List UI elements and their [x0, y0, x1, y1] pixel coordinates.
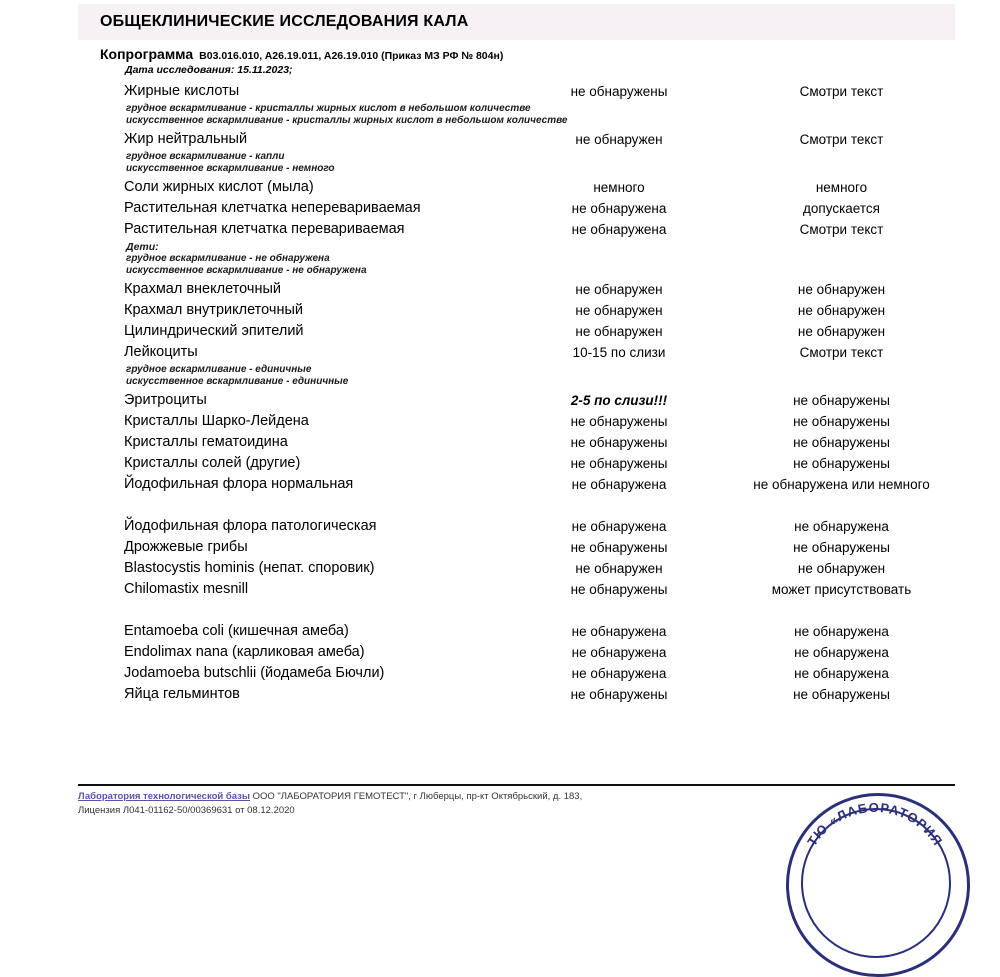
analyte-note-line: искусственное вскармливание - не обнаружена [126, 265, 367, 276]
reference-value: не обнаружен [797, 561, 886, 576]
table-row [124, 537, 934, 558]
analyte-note-line: грудное вскармливание - кристаллы жирных кислот в небольшом количестве [126, 103, 531, 114]
result-value: не обнаружена [571, 201, 667, 216]
result-value: не обнаружены [570, 687, 668, 702]
table-row [124, 684, 934, 705]
reference-value: не обнаружены [793, 540, 890, 555]
table-row [124, 219, 934, 240]
result-value: не обнаружена [571, 477, 667, 492]
result-value: не обнаружены [570, 414, 668, 429]
analyte-name: Кристаллы гематоидина [124, 434, 288, 450]
lab-link[interactable]: Лаборатория технологической базы [78, 791, 250, 802]
analyte-notes [124, 240, 934, 279]
analyte-notes [124, 150, 934, 177]
test-name: Копрограмма [100, 46, 194, 62]
test-codes: B03.016.010, A26.19.011, A26.19.010 (Приказ МЗ РФ № 804н) [199, 50, 504, 62]
reference-value: Смотри текст [799, 222, 884, 237]
table-row [124, 390, 934, 411]
analyte-note-line: грудное вскармливание - капли [126, 151, 285, 162]
reference-value: допускается [803, 201, 880, 216]
reference-value: не обнаружены [793, 435, 890, 450]
analyte-name: Дрожжевые грибы [124, 539, 248, 555]
analyte-name: Кристаллы солей (другие) [124, 455, 301, 471]
analyte-note-line: искусственное вскармливание - немного [126, 163, 335, 174]
table-row [124, 558, 934, 579]
reference-value: не обнаружены [793, 414, 890, 429]
table-row [124, 453, 934, 474]
reference-value: не обнаружен [797, 303, 886, 318]
test-date: Дата исследования: 15.11.2023; [125, 64, 293, 76]
analyte-name: Растительная клетчатка перевариваемая [124, 221, 405, 237]
footer-divider [78, 784, 955, 786]
analyte-name: Растительная клетчатка неперевариваемая [124, 200, 421, 216]
reference-value: немного [815, 180, 868, 195]
result-value: не обнаружены [570, 435, 668, 450]
analyte-name: Endolimax nana (карликовая амеба) [124, 644, 365, 660]
lab-license: Лицензия Л041-01162-50/00369631 от 08.12.2020 [78, 805, 295, 816]
analyte-note-line: грудное вскармливание - единичные [126, 364, 312, 375]
table-row [124, 642, 934, 663]
reference-value: Смотри текст [799, 345, 884, 360]
result-value: не обнаружена [571, 519, 667, 534]
table-row [124, 474, 934, 516]
table-row [124, 579, 934, 621]
result-value: немного [593, 180, 645, 195]
table-row [124, 432, 934, 453]
reference-value: может присутствовать [771, 582, 912, 597]
table-row [124, 279, 934, 300]
footer [78, 790, 778, 817]
table-row [124, 177, 934, 198]
result-value: не обнаружены [570, 456, 668, 471]
reference-value: не обнаружены [793, 456, 890, 471]
analyte-note-line: Дети: [126, 241, 159, 253]
reference-value: не обнаружены [793, 687, 890, 702]
analyte-name: Jodamoeba butschlii (йодамеба Бючли) [124, 665, 385, 681]
result-value: не обнаружены [570, 540, 668, 555]
stamp-text-arc [789, 796, 961, 968]
result-value-abnormal: 2-5 по слизи!!! [570, 393, 668, 408]
analyte-notes [124, 102, 934, 129]
table-row [124, 129, 934, 150]
table-row [124, 663, 934, 684]
table-row [124, 321, 934, 342]
analyte-name: Жирные кислоты [124, 83, 240, 99]
analyte-name: Цилиндрический эпителий [124, 323, 304, 339]
analyte-name: Blastocystis hominis (непат. споровик) [124, 560, 375, 576]
analyte-name: Эритроциты [124, 392, 207, 408]
result-value: не обнаружены [570, 582, 668, 597]
analyte-name: Соли жирных кислот (мыла) [124, 179, 314, 195]
results-table [124, 81, 934, 705]
analyte-note-line: грудное вскармливание - не обнаружена [126, 253, 330, 264]
analyte-name: Крахмал внутриклеточный [124, 302, 303, 318]
table-row [124, 81, 934, 102]
table-row [124, 621, 934, 642]
table-row [124, 516, 934, 537]
official-stamp [786, 793, 970, 977]
reference-value: Смотри текст [799, 84, 884, 99]
analyte-note-line: искусственное вскармливание - кристаллы жирных кислот в небольшом количестве [126, 115, 568, 126]
table-row [124, 198, 934, 219]
section-title-band [78, 4, 955, 40]
result-value: не обнаружен [575, 282, 663, 297]
result-value: не обнаружен [575, 303, 663, 318]
table-row [124, 300, 934, 321]
result-value: не обнаружена [571, 222, 667, 237]
result-value: не обнаружен [575, 561, 663, 576]
analyte-name: Йодофильная флора патологическая [124, 518, 377, 534]
result-value: не обнаружены [570, 84, 668, 99]
analyte-name: Кристаллы Шарко-Лейдена [124, 413, 309, 429]
result-value: не обнаружен [575, 132, 663, 147]
reference-value: не обнаружен [797, 282, 886, 297]
result-value: 10-15 по слизи [572, 345, 666, 360]
reference-value: не обнаружены [793, 393, 890, 408]
analyte-note-line: искусственное вскармливание - единичные [126, 376, 349, 387]
reference-value: не обнаружена [794, 645, 889, 660]
analyte-name: Chilomastix mesnill [124, 581, 249, 597]
reference-value: не обнаружена [794, 519, 889, 534]
reference-value: не обнаружена или немного [753, 477, 930, 492]
table-row [124, 411, 934, 432]
analyte-name: Крахмал внеклеточный [124, 281, 281, 297]
analyte-name: Entamoeba coli (кишечная амеба) [124, 623, 349, 639]
result-value: не обнаружена [571, 666, 667, 681]
analyte-notes [124, 363, 934, 390]
test-heading [100, 46, 503, 64]
analyte-name: Жир нейтральный [124, 131, 248, 147]
analyte-name: Йодофильная флора нормальная [124, 476, 354, 492]
analyte-name: Яйца гельминтов [124, 686, 240, 702]
table-row [124, 342, 934, 363]
result-value: не обнаружена [571, 624, 667, 639]
result-value: не обнаружен [575, 324, 663, 339]
stamp-label: ТЮ «ЛАБОРАТОРИЯ [804, 799, 946, 849]
reference-value: Смотри текст [799, 132, 884, 147]
reference-value: не обнаружена [794, 666, 889, 681]
analyte-name: Лейкоциты [124, 344, 198, 360]
result-value: не обнаружена [571, 645, 667, 660]
reference-value: не обнаружена [794, 624, 889, 639]
reference-value: не обнаружен [797, 324, 886, 339]
page-title: ОБЩЕКЛИНИЧЕСКИЕ ИССЛЕДОВАНИЯ КАЛА [100, 13, 469, 30]
lab-org-address: ООО "ЛАБОРАТОРИЯ ГЕМОТЕСТ", г Люберцы, пр-кт Октябрьский, д. 183, [252, 791, 583, 802]
